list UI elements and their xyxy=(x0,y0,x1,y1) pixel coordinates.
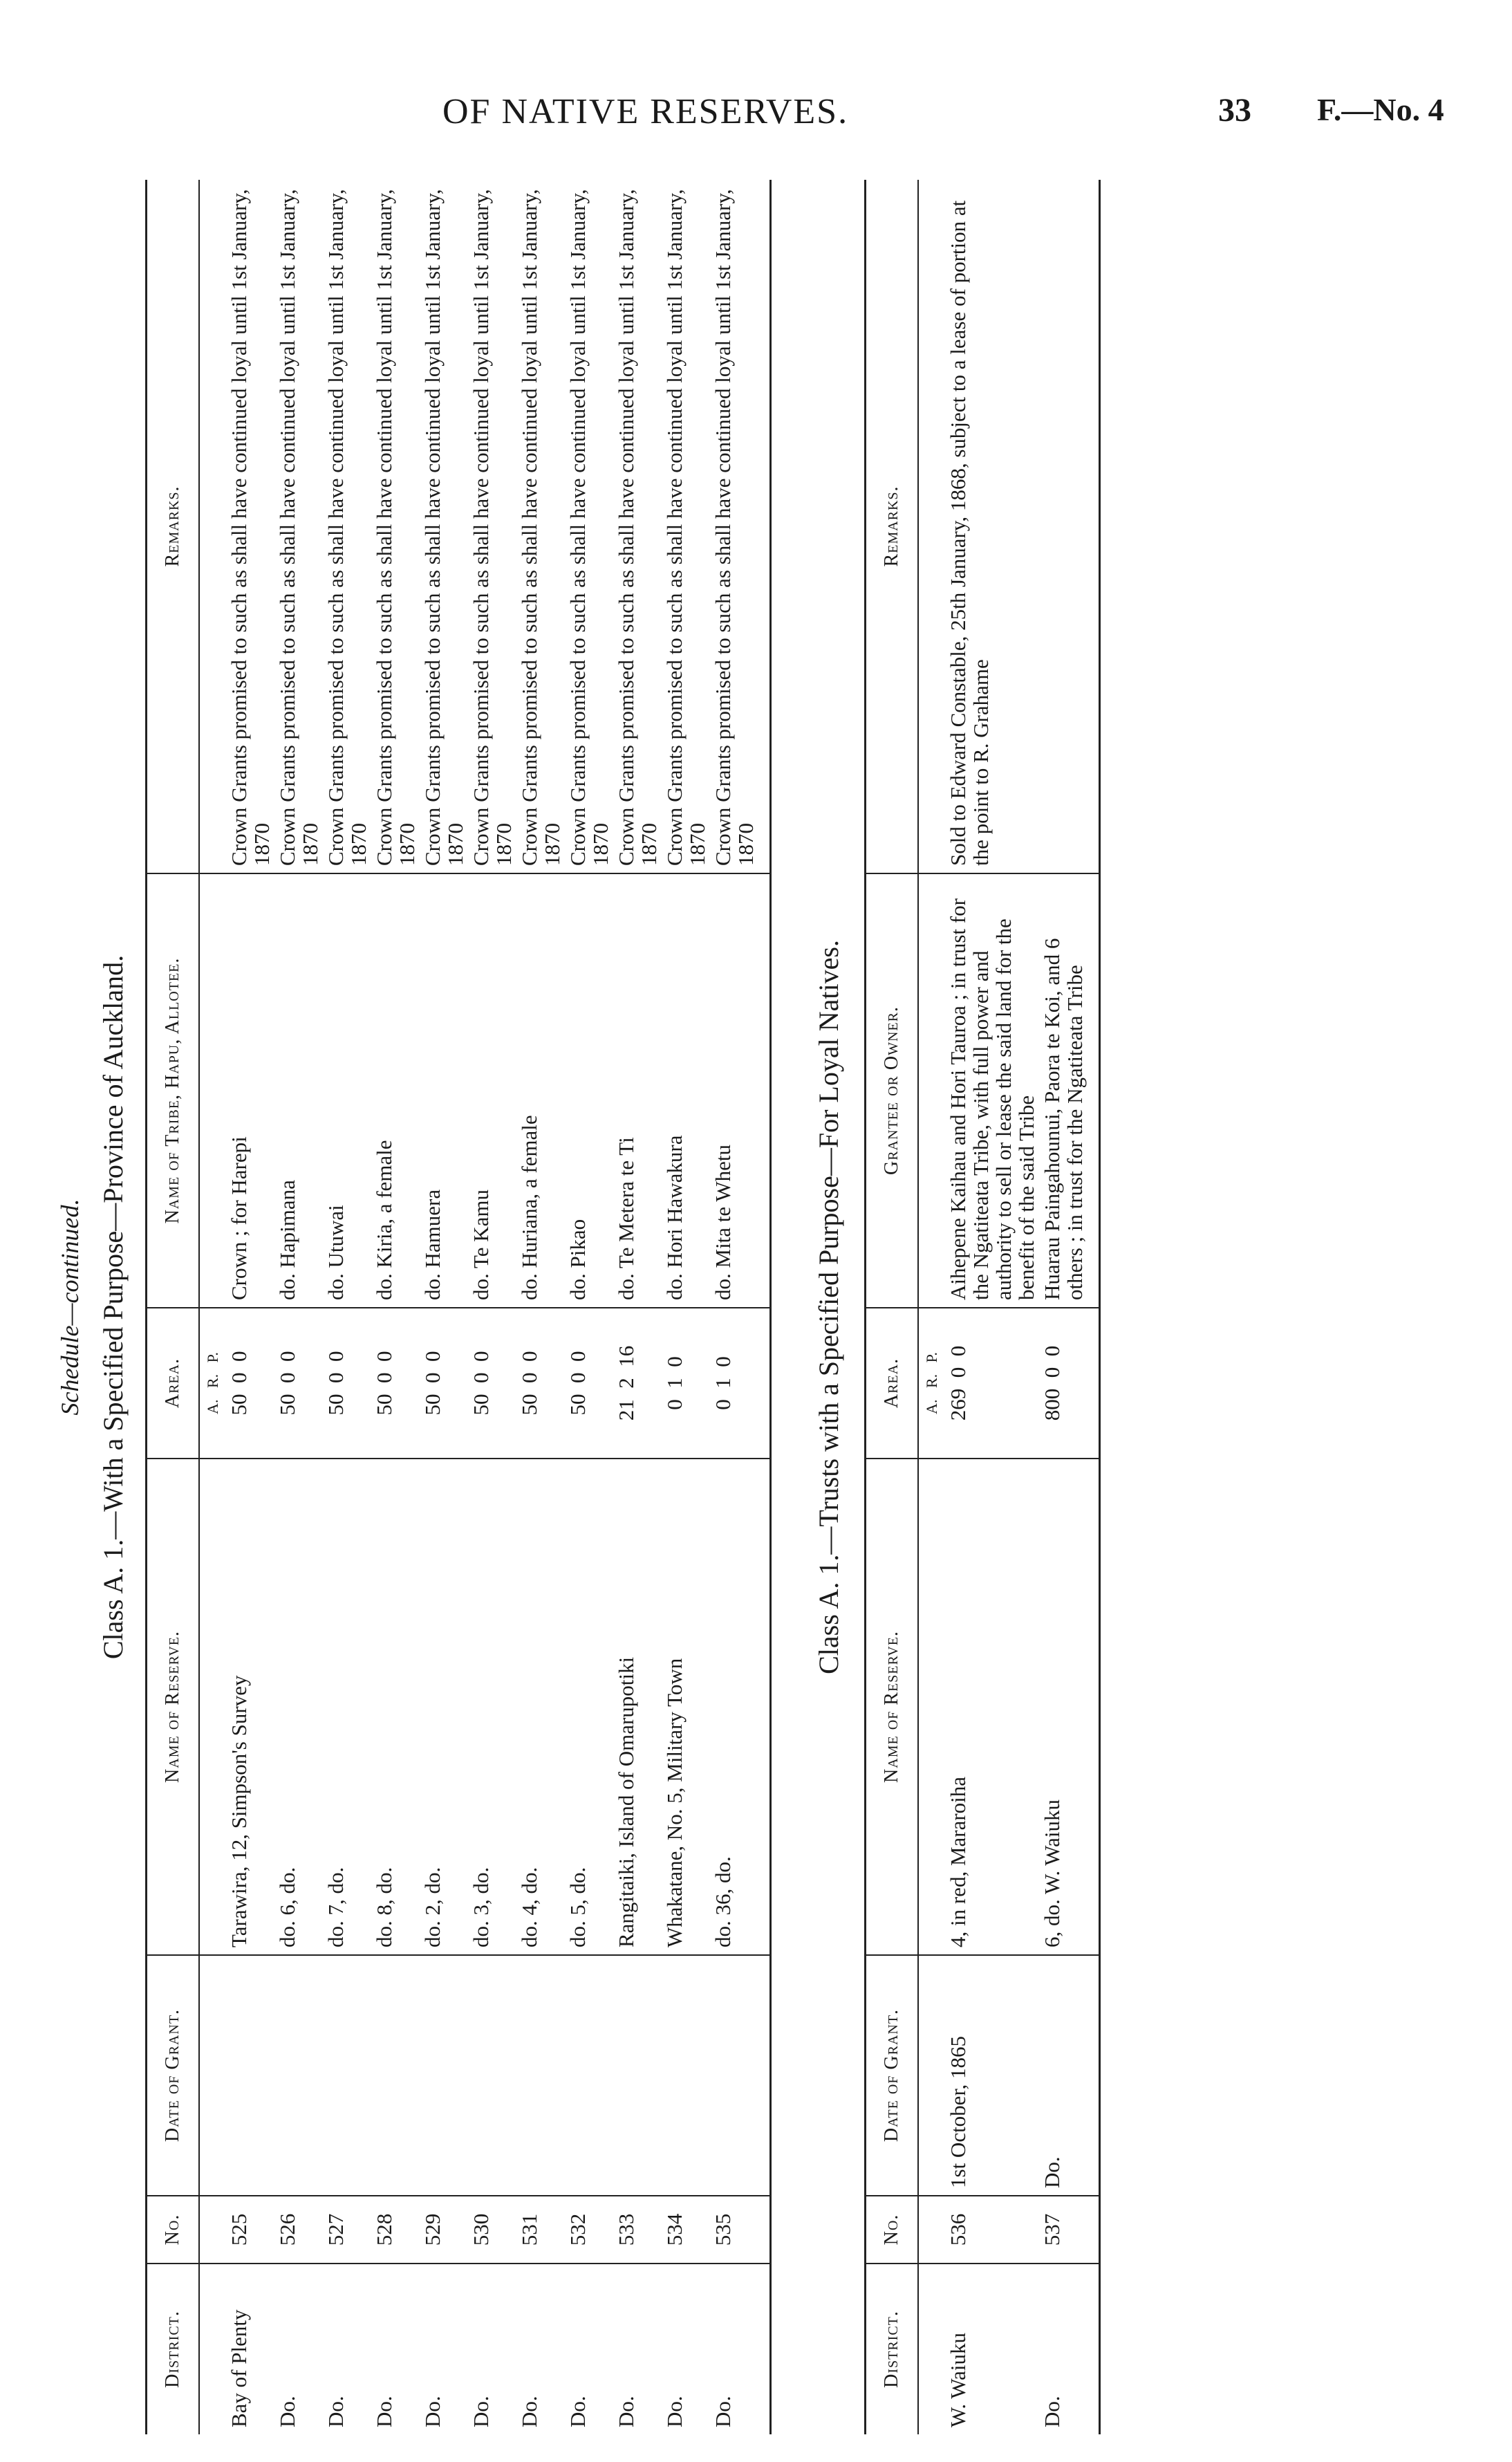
date-cell xyxy=(613,1955,662,2196)
area-units-row xyxy=(199,180,226,2434)
col-no: No. xyxy=(147,2196,200,2264)
remarks-cell: Crown Grants promised to such as shall have continued loyal until 1st January, 1870 xyxy=(420,180,468,873)
area-units-row xyxy=(918,180,945,2434)
reserves-table-trusts xyxy=(864,180,1101,2434)
district-cell: Do. xyxy=(566,2396,590,2427)
table-row xyxy=(371,180,420,2434)
number-cell: 528 xyxy=(371,2196,420,2264)
running-title: OF NATIVE RESERVES. xyxy=(442,92,849,131)
district-cell: Do. xyxy=(710,2264,771,2434)
tribe-cell: Crown ; for Harepi xyxy=(226,873,274,1308)
reserves-table-specified-purpose xyxy=(145,180,772,2434)
remarks-cell: Crown Grants promised to such as shall have continued loyal until 1st January, 1870 xyxy=(710,180,771,873)
schedule-heading: Schedule—continued. xyxy=(56,1198,84,1416)
table-row xyxy=(1039,180,1100,2434)
tribe-cell: do. Te Metera te Ti xyxy=(613,873,662,1308)
area-cell: 800 0 0 xyxy=(1039,1308,1100,1459)
col-remarks: Remarks. xyxy=(147,180,200,873)
reserve-name-cell: do. 3, do. xyxy=(468,1459,516,1955)
tribe-cell: do. Utuwai xyxy=(323,873,371,1308)
date-cell xyxy=(516,1955,565,2196)
area-cell: 50 0 0 xyxy=(323,1308,371,1459)
reserve-name-cell: do. 8, do. xyxy=(371,1459,420,1955)
remarks-cell: Crown Grants promised to such as shall have continued loyal until 1st January, 1870 xyxy=(468,180,516,873)
table-row xyxy=(468,180,516,2434)
date-cell xyxy=(468,1955,516,2196)
number-cell: 527 xyxy=(323,2196,371,2264)
table-row xyxy=(613,180,662,2434)
number-cell: 535 xyxy=(710,2196,771,2264)
tribe-cell: do. Mita te Whetu xyxy=(710,873,771,1308)
tribe-cell: do. Pikao xyxy=(565,873,613,1308)
reserve-name-cell: do. 36, do. xyxy=(710,1459,771,1955)
table-row xyxy=(710,180,771,2434)
grantee-cell: Aihepene Kaihau and Hori Tauroa ; in trust for the Ngatiteata Tribe, with full power and authority to sell or lease the said land for the benefit of the said Tribe xyxy=(945,873,1039,1308)
reserve-name-cell: do. 6, do. xyxy=(274,1459,323,1955)
tribe-cell: do. Hori Hawakura xyxy=(662,873,710,1308)
date-cell xyxy=(274,1955,323,2196)
date-cell xyxy=(226,1955,274,2196)
district-cell: Bay of Plenty xyxy=(227,2309,251,2427)
tribe-cell: do. Kiria, a female xyxy=(371,873,420,1308)
tribe-cell: do. Huriana, a female xyxy=(516,873,565,1308)
number-cell: 533 xyxy=(613,2196,662,2264)
col-district: District. xyxy=(866,2264,919,2434)
remarks-cell: Crown Grants promised to such as shall have continued loyal until 1st January, 1870 xyxy=(565,180,613,873)
rotated-schedule xyxy=(55,173,1424,2441)
district-cell: Do. xyxy=(662,2396,687,2427)
area-cell: 269 0 0 xyxy=(945,1308,1039,1459)
area-cell: 0 1 0 xyxy=(662,1308,710,1459)
tribe-cell: do. Hamuera xyxy=(420,873,468,1308)
col-tribe: Name of Tribe, Hapu, Allotee. xyxy=(147,873,200,1308)
area-cell: 50 0 0 xyxy=(274,1308,323,1459)
remarks-cell: Crown Grants promised to such as shall have continued loyal until 1st January, 1870 xyxy=(516,180,565,873)
col-date-of-grant: Date of Grant. xyxy=(147,1955,200,2196)
number-cell: 529 xyxy=(420,2196,468,2264)
number-cell: 536 xyxy=(945,2196,1039,2264)
table-row xyxy=(662,180,710,2434)
reserve-name-cell: do. 2, do. xyxy=(420,1459,468,1955)
table-header-row xyxy=(866,180,919,2434)
remarks-cell xyxy=(1039,180,1100,873)
col-name-of-reserve: Name of Reserve. xyxy=(866,1459,919,1955)
district-cell: Do. xyxy=(420,2396,445,2427)
col-area: Area. xyxy=(147,1308,200,1459)
page-number: 33 xyxy=(1218,92,1251,129)
area-cell: 50 0 0 xyxy=(565,1308,613,1459)
table-header-row xyxy=(147,180,200,2434)
number-cell: 537 xyxy=(1039,2196,1100,2264)
date-cell xyxy=(323,1955,371,2196)
reserve-name-cell: Whakatane, No. 5, Military Town xyxy=(662,1459,710,1955)
remarks-cell: Crown Grants promised to such as shall have continued loyal until 1st January, 1870 xyxy=(662,180,710,873)
col-remarks: Remarks. xyxy=(866,180,919,873)
number-cell: 526 xyxy=(274,2196,323,2264)
date-cell xyxy=(662,1955,710,2196)
area-cell: 50 0 0 xyxy=(371,1308,420,1459)
col-date-of-grant: Date of Grant. xyxy=(866,1955,919,2196)
reserve-name-cell: do. 5, do. xyxy=(565,1459,613,1955)
date-cell xyxy=(565,1955,613,2196)
tribe-cell: do. Hapimana xyxy=(274,873,323,1308)
col-area: Area. xyxy=(866,1308,919,1459)
document-reference: F.—No. 4 xyxy=(1317,92,1444,127)
date-cell: 1st October, 1865 xyxy=(945,1955,1039,2196)
district-cell: Do. xyxy=(614,2396,638,2427)
col-grantee: Grantee or Owner. xyxy=(866,873,919,1308)
reserve-name-cell: 4, in red, Mararoiha xyxy=(945,1459,1039,1955)
remarks-cell: Crown Grants promised to such as shall have continued loyal until 1st January, 1870 xyxy=(323,180,371,873)
col-name-of-reserve: Name of Reserve. xyxy=(147,1459,200,1955)
date-cell: Do. xyxy=(1039,1955,1100,2196)
area-cell: 0 1 0 xyxy=(710,1308,771,1459)
reserve-name-cell: Tarawira, 12, Simpson's Survey xyxy=(226,1459,274,1955)
table-row xyxy=(945,180,1039,2434)
district-cell: Do. xyxy=(1039,2264,1100,2434)
area-cell: 50 0 0 xyxy=(468,1308,516,1459)
area-units: A. R. P. xyxy=(918,1308,945,1459)
table-row xyxy=(226,180,274,2434)
reserve-name-cell: 6, do. W. Waiuku xyxy=(1039,1459,1100,1955)
reserve-name-cell: do. 4, do. xyxy=(516,1459,565,1955)
col-district: District. xyxy=(147,2264,200,2434)
district-cell: Do. xyxy=(324,2396,348,2427)
district-cell: Do. xyxy=(372,2396,396,2427)
remarks-cell: Crown Grants promised to such as shall have continued loyal until 1st January, 1870 xyxy=(613,180,662,873)
remarks-cell: Crown Grants promised to such as shall have continued loyal until 1st January, 1870 xyxy=(274,180,323,873)
table-row xyxy=(516,180,565,2434)
number-cell: 534 xyxy=(662,2196,710,2264)
table-row xyxy=(420,180,468,2434)
remarks-cell: Sold to Edward Constable, 25th January, 1868, subject to a lease of portion at the point to R. Grahame xyxy=(945,180,1039,873)
tribe-cell: do. Te Kamu xyxy=(468,873,516,1308)
date-cell xyxy=(420,1955,468,2196)
district-cell: W. Waiuku xyxy=(946,2332,970,2427)
district-cell: Do. xyxy=(517,2396,541,2427)
area-cell: 50 0 0 xyxy=(420,1308,468,1459)
table1-heading: Class A. 1.—With a Specified Purpose—Province of Auckland. xyxy=(97,954,129,1660)
area-units: A. R. P. xyxy=(199,1308,226,1459)
area-cell: 50 0 0 xyxy=(516,1308,565,1459)
table-row xyxy=(274,180,323,2434)
col-no: No. xyxy=(866,2196,919,2264)
area-cell: 21 2 16 xyxy=(613,1308,662,1459)
remarks-cell: Crown Grants promised to such as shall have continued loyal until 1st January, 1870 xyxy=(226,180,274,873)
number-cell: 532 xyxy=(565,2196,613,2264)
date-cell xyxy=(371,1955,420,2196)
table2-heading: Class A. 1.—Trusts with a Specified Purpose—For Loyal Natives. xyxy=(813,940,844,1674)
number-cell: 530 xyxy=(468,2196,516,2264)
district-cell: Do. xyxy=(275,2396,299,2427)
table-row xyxy=(323,180,371,2434)
reserve-name-cell: do. 7, do. xyxy=(323,1459,371,1955)
table-row xyxy=(565,180,613,2434)
date-cell xyxy=(710,1955,771,2196)
number-cell: 531 xyxy=(516,2196,565,2264)
district-cell: Do. xyxy=(469,2396,493,2427)
grantee-cell: Huarau Paingahounui, Paora te Koi, and 6 others ; in trust for the Ngatiteata Tribe xyxy=(1039,873,1100,1308)
area-cell: 50 0 0 xyxy=(226,1308,274,1459)
remarks-cell: Crown Grants promised to such as shall have continued loyal until 1st January, 1870 xyxy=(371,180,420,873)
number-cell: 525 xyxy=(226,2196,274,2264)
page-header xyxy=(0,82,1512,144)
reserve-name-cell: Rangitaiki, Island of Omarupotiki xyxy=(613,1459,662,1955)
